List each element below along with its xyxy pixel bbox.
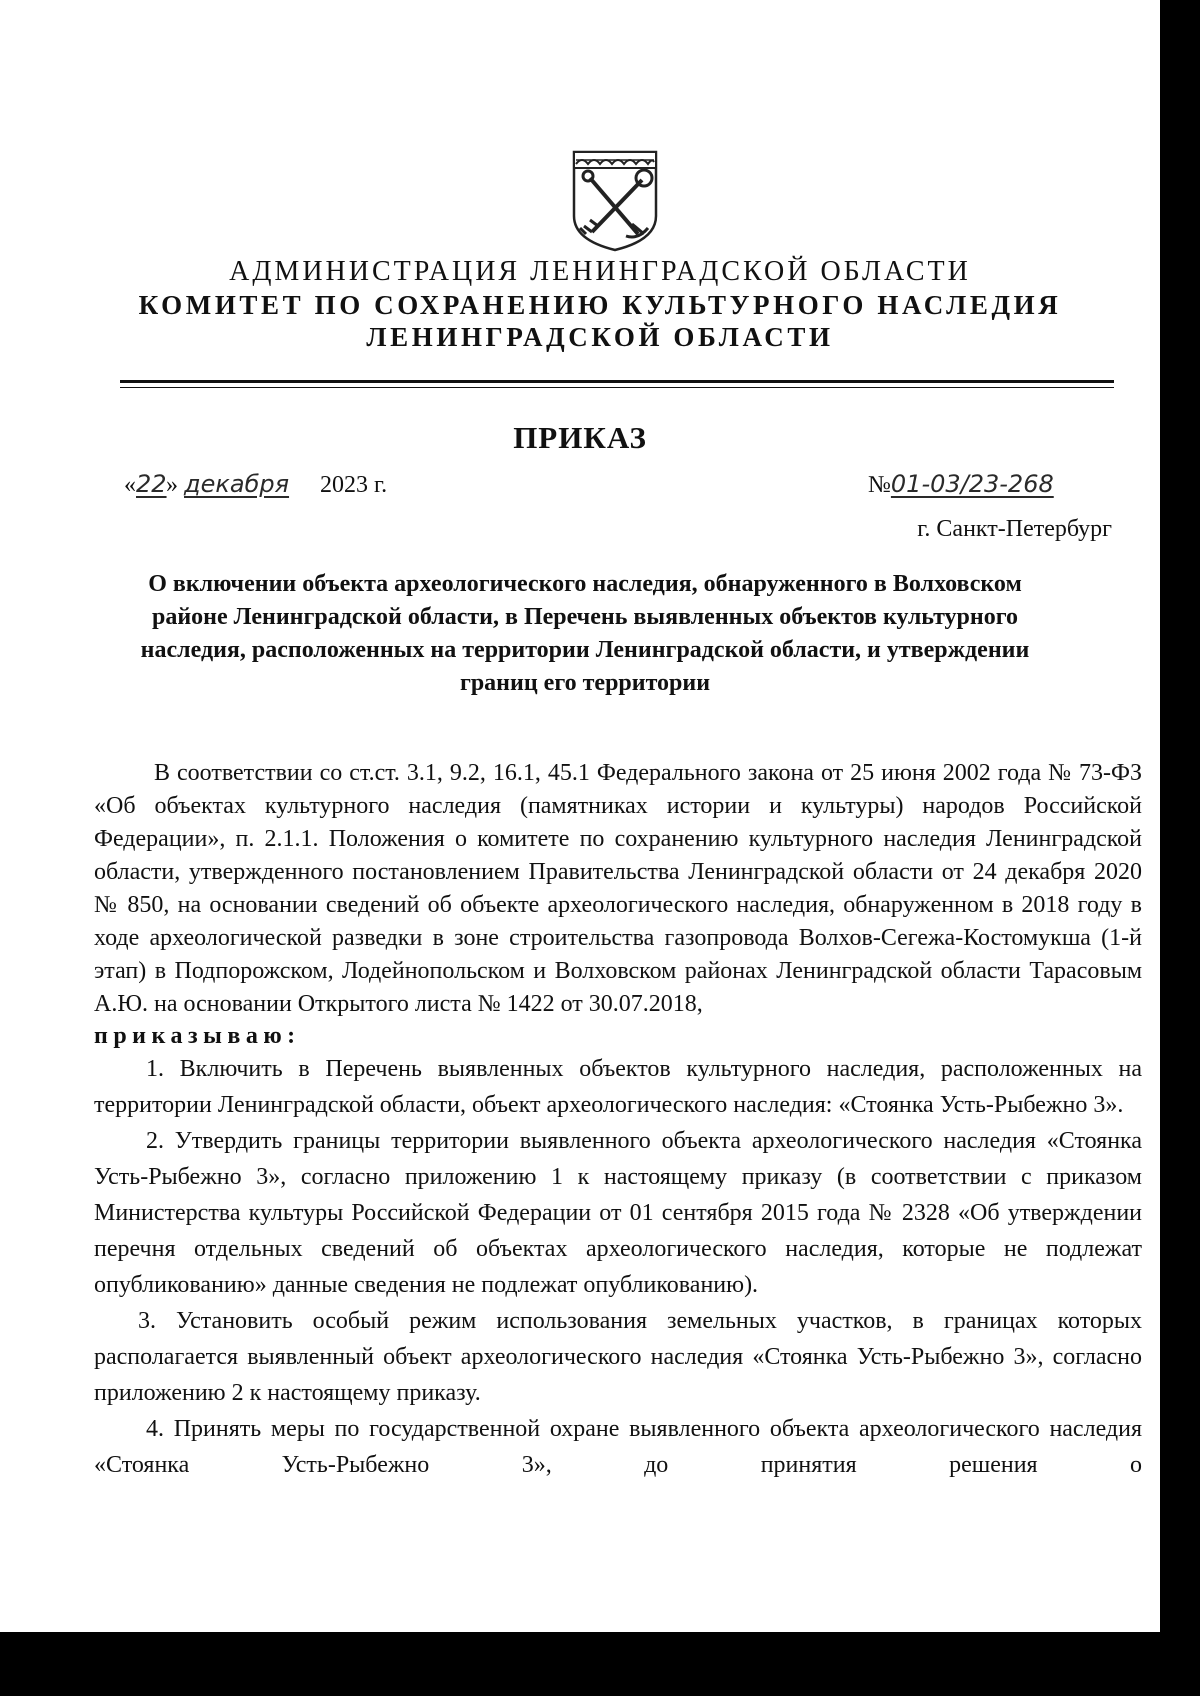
number-sign: №: [868, 472, 891, 498]
order-word: приказываю:: [94, 1023, 301, 1049]
preamble-paragraph: В соответствии со ст.ст. 3.1, 9.2, 16.1, 45.1 Федерального закона от 25 июня 2002 года № 73-ФЗ «Об объектах культурного наследия (памятниках истории и культуры) народов Российской Федерации», п. 2.1.1. Положения о комитете по сохранению культурного наследия Ленинградской области, утвержденного постановлением Правительства Ленинградской области от 24 декабря 2020 № 850, на основании сведений об объекте археологического наследия, обнаруженном в 2018 году в ходе археологической разведки в зоне строительства газопровода Волхов-Сегежа-Костомукша (1-й этап) в Подпорожском, Лодейнопольском и Волховском районах Ленинградской области Тарасовым А.Ю. на основании Открытого листа № 1422 от 30.07.2018,: [94, 760, 1142, 1017]
committee-name: КОМИТЕТ ПО СОХРАНЕНИЮ КУЛЬТУРНОГО НАСЛЕДИЯ: [138, 290, 1062, 320]
order-date: [124, 470, 387, 499]
scan-border-right: [1160, 0, 1200, 1696]
scan-border-bottom: [0, 1632, 1200, 1696]
order-subject: О включении объекта археологического наследия, обнаруженного в Волховском районе Ленинградской области, в Перечень выявленных объектов культурного наследия, расположенных на территории Ленинградской области, и утверждении границ его территории: [140, 571, 1030, 696]
item-3: 3. Установить особый режим использования земельных участков, в границах которых располагается выявленный объект археологического наследия «Стоянка Усть-Рыбежно 3», согласно приложению 2 к настоящему приказу.: [94, 1308, 1142, 1406]
document-title: ПРИКАЗ: [513, 420, 647, 455]
number-value: 01-03/23-268: [890, 470, 1054, 498]
item-2: 2. Утвердить границы территории выявленного объекта археологического наследия «Стоянка Усть-Рыбежно 3», согласно приложению 1 к настоящему приказу (в соответствии с приказом Министерства культуры Российской Федерации от 01 сентября 2015 года № 2328 «Об утверждении перечня отдельных сведений об объектах археологического наследия, которые не подлежат опубликованию» данные сведения не подлежат опубликованию).: [94, 1128, 1142, 1298]
date-year: 2023 г.: [320, 472, 388, 498]
item-1: 1. Включить в Перечень выявленных объектов культурного наследия, расположенных на территории Ленинградской области, объект археологического наследия: «Стоянка Усть-Рыбежно 3».: [94, 1056, 1142, 1118]
header-rule-thin: [120, 387, 1114, 388]
order-body: [94, 757, 1142, 1483]
header-rule-thick: [120, 380, 1114, 383]
date-day: 22: [136, 470, 167, 498]
date-close-quote: »: [166, 472, 178, 498]
date-open-quote: «: [124, 472, 136, 498]
committee-region: ЛЕНИНГРАДСКОЙ ОБЛАСТИ: [366, 322, 834, 352]
item-4: 4. Принять меры по государственной охране выявленного объекта археологического наследия «Стоянка Усть-Рыбежно 3», до принятия решения о: [94, 1416, 1142, 1478]
administration-name: АДМИНИСТРАЦИЯ ЛЕНИНГРАДСКОЙ ОБЛАСТИ: [229, 256, 971, 287]
city: г. Санкт-Петербург: [917, 516, 1112, 542]
coat-of-arms-icon: [568, 144, 662, 254]
order-number: [868, 470, 1123, 499]
date-month: декабря: [184, 470, 290, 498]
